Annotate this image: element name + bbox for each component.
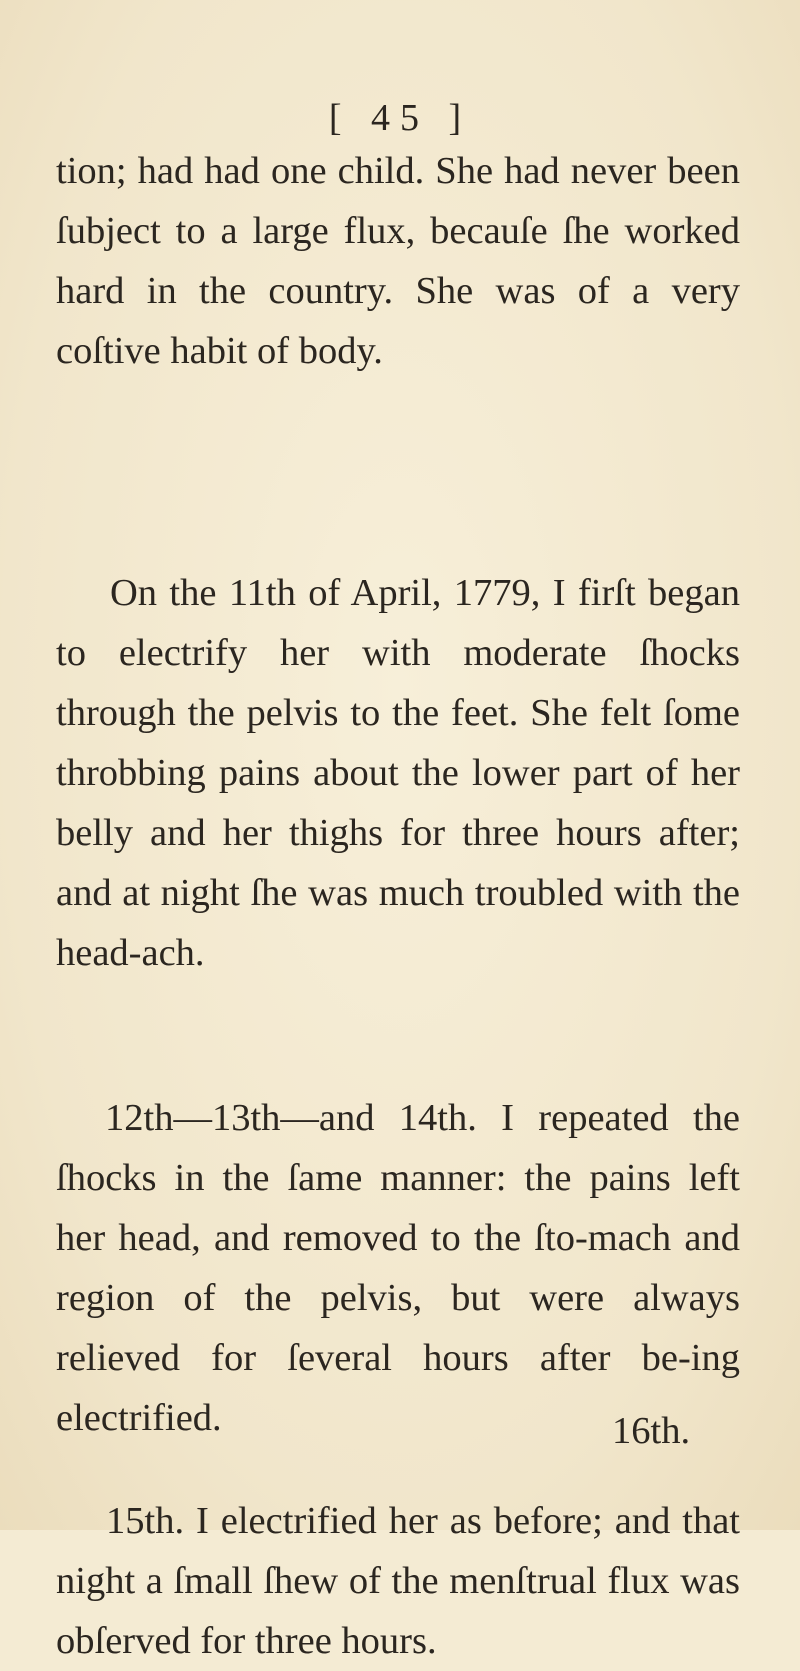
paragraph-4: 15th. I electrified her as before; and that night a ſmall ſhew of the menſtrual flux was obſerved for three hours. bbox=[56, 1500, 740, 1662]
page-number-header: [ 45 ] bbox=[328, 97, 472, 139]
paragraph-2: On the 11th of April, 1779, I firſt began to electrify her with moderate ſhocks through the pelvis to the feet. She felt ſome throbbing pains about the lower part of her belly and her thighs for three hours after; and at night ſhe was much troubled with the head-ach. bbox=[56, 572, 740, 974]
catchword: 16th. bbox=[612, 1410, 691, 1452]
paragraph-3: 12th—13th—and 14th. I repeated the ſhocks in the ſame manner: the pains left her head, and removed to the ſto-mach and region of the pelvis, but were always relieved for ſeveral hours after be-ing electrified. bbox=[56, 1097, 740, 1439]
paragraph-1: tion; had had one child. She had never been ſubject to a large flux, becauſe ſhe worked hard in the country. She was of a very coſtive habit of body. bbox=[56, 150, 740, 372]
